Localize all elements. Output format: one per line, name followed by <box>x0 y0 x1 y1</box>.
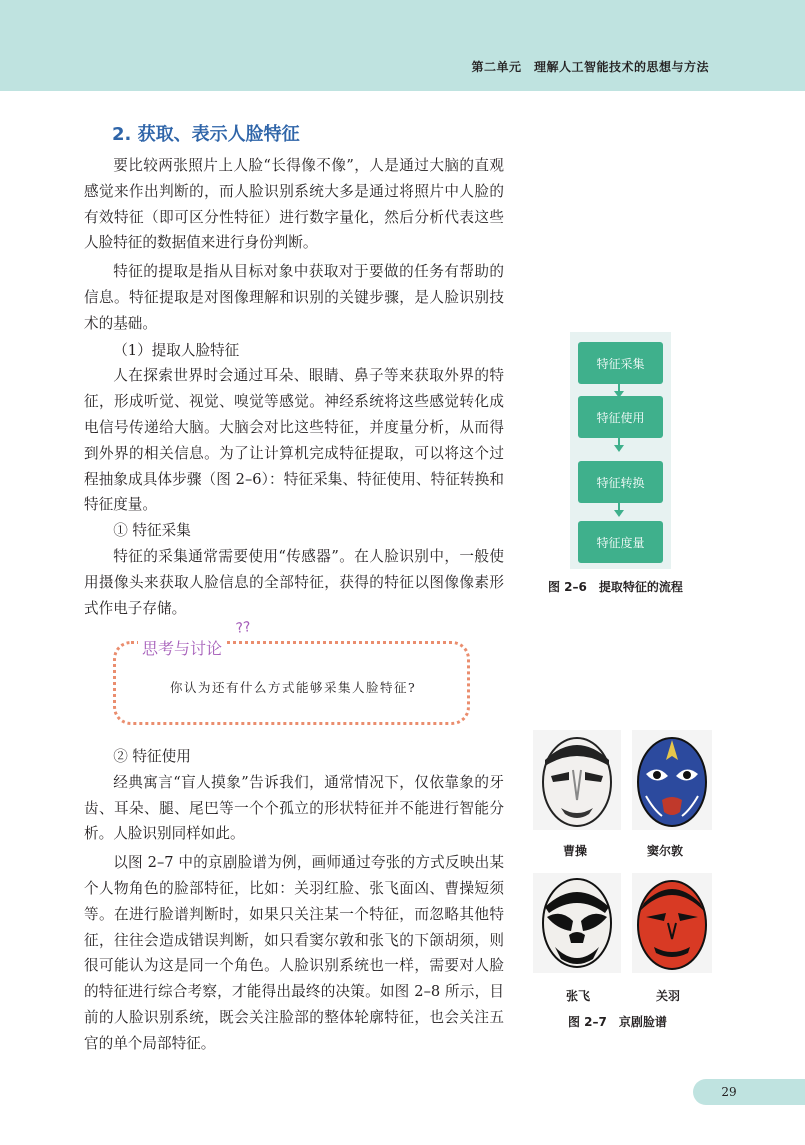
subheading-feature-use: ② 特征使用 <box>113 748 191 765</box>
flow-step-collect: 特征采集 <box>578 342 663 384</box>
flow-step-use: 特征使用 <box>578 396 663 438</box>
paragraph-sensors: 特征的采集通常需要使用“传感器”。在人脸识别中，一般使用摄像头来获取人脸信息的全部特征，获得的特征以图像像素形式作电子存储。 <box>84 547 504 617</box>
flow-arrow <box>618 503 620 515</box>
think-discuss-question: 你认为还有什么方式能够采集人脸特征? <box>170 680 417 695</box>
header-band <box>0 0 805 91</box>
question-marks: ?? <box>234 619 252 637</box>
guanyu-mask-image <box>632 873 712 973</box>
paragraph-feature-extraction: 特征的提取是指从目标对象中获取对于要做的任务有帮助的信息。特征提取是对图像理解和识别的关键步骤，是人脸识别技术的基础。 <box>84 263 504 332</box>
paragraph-opera-masks: 以图 2–7 中的京剧脸谱为例，画师通过夸张的方式反映出某个人物角色的脸部特征，比如：关羽红脸、张飞面凶、曹操短须等。在进行脸谱判断时，如果只关注某一个特征，而忽略其他特征，往往会造成错误判断，如只看窦尔敦和张飞的下颌胡须，则很可能认为这是同一个角色。人脸识别系统也一样，需要对人脸的特征进行综合考察，才能得出最终的决策。如图 2–8 所示，目前的人脸识别系统，既会关注脸部的整体轮廓特征，也会关注五官的单个局部特征。 <box>84 854 504 1052</box>
text-column-1 <box>84 153 504 621</box>
paragraph-intro: 要比较两张照片上人脸“长得像不像”，人是通过大脑的直观感觉来作出判断的，而人脸识别系统大多是通过将照片中人脸的有效特征（即可区分性特征）进行数字量化，然后分析代表这些人脸特征的数据值来进行身份判断。 <box>84 157 504 252</box>
think-discuss-title: 思考与讨论 <box>138 636 226 659</box>
zhangfei-label: 张飞 <box>566 989 591 1003</box>
douerdun-mask-image <box>632 730 712 830</box>
flow-step-measure: 特征度量 <box>578 521 663 563</box>
subheading-feature-collection: ① 特征采集 <box>113 522 191 540</box>
figure-2-6-caption: 图 2–6 提取特征的流程 <box>548 580 683 594</box>
douerdun-label: 窦尔敦 <box>647 844 684 858</box>
caocao-label: 曹操 <box>563 844 588 858</box>
figure-2-7-caption: 图 2–7 京剧脸谱 <box>568 1015 667 1029</box>
page-number: 29 <box>693 1079 765 1105</box>
section-title: 2. 获取、表示人脸特征 <box>112 124 300 145</box>
feature-flowchart <box>570 332 671 569</box>
subheading-extract-face-features: （1）提取人脸特征 <box>113 341 240 359</box>
unit-title: 第二单元 理解人工智能技术的思想与方法 <box>471 60 709 74</box>
flow-step-transform: 特征转换 <box>578 461 663 503</box>
paragraph-senses: 人在探索世界时会通过耳朵、眼睛、鼻子等来获取外界的特征，形成听觉、视觉、嗅觉等感觉。神经系统将这些感觉转化成电信号传递给大脑。大脑会对比这些特征，并度量分析，从而得到外界的相关信息。为了让计算机完成特征提取，可以将这个过程抽象成具体步骤（图 2–6）：特征采集、特征使用、特征转换和特征度量。 <box>84 367 504 514</box>
flow-arrow <box>618 384 620 396</box>
page-number-tab <box>760 1079 805 1105</box>
text-column-2 <box>84 744 504 1057</box>
caocao-mask-image <box>533 730 621 830</box>
paragraph-blind-men: 经典寓言“盲人摸象”告诉我们，通常情况下，仅依靠象的牙齿、耳朵、腿、尾巴等一个个孤立的形状特征并不能进行智能分析。人脸识别同样如此。 <box>84 773 504 843</box>
flow-arrow <box>618 438 620 450</box>
guanyu-label: 关羽 <box>656 989 681 1003</box>
zhangfei-mask-image <box>533 873 621 973</box>
